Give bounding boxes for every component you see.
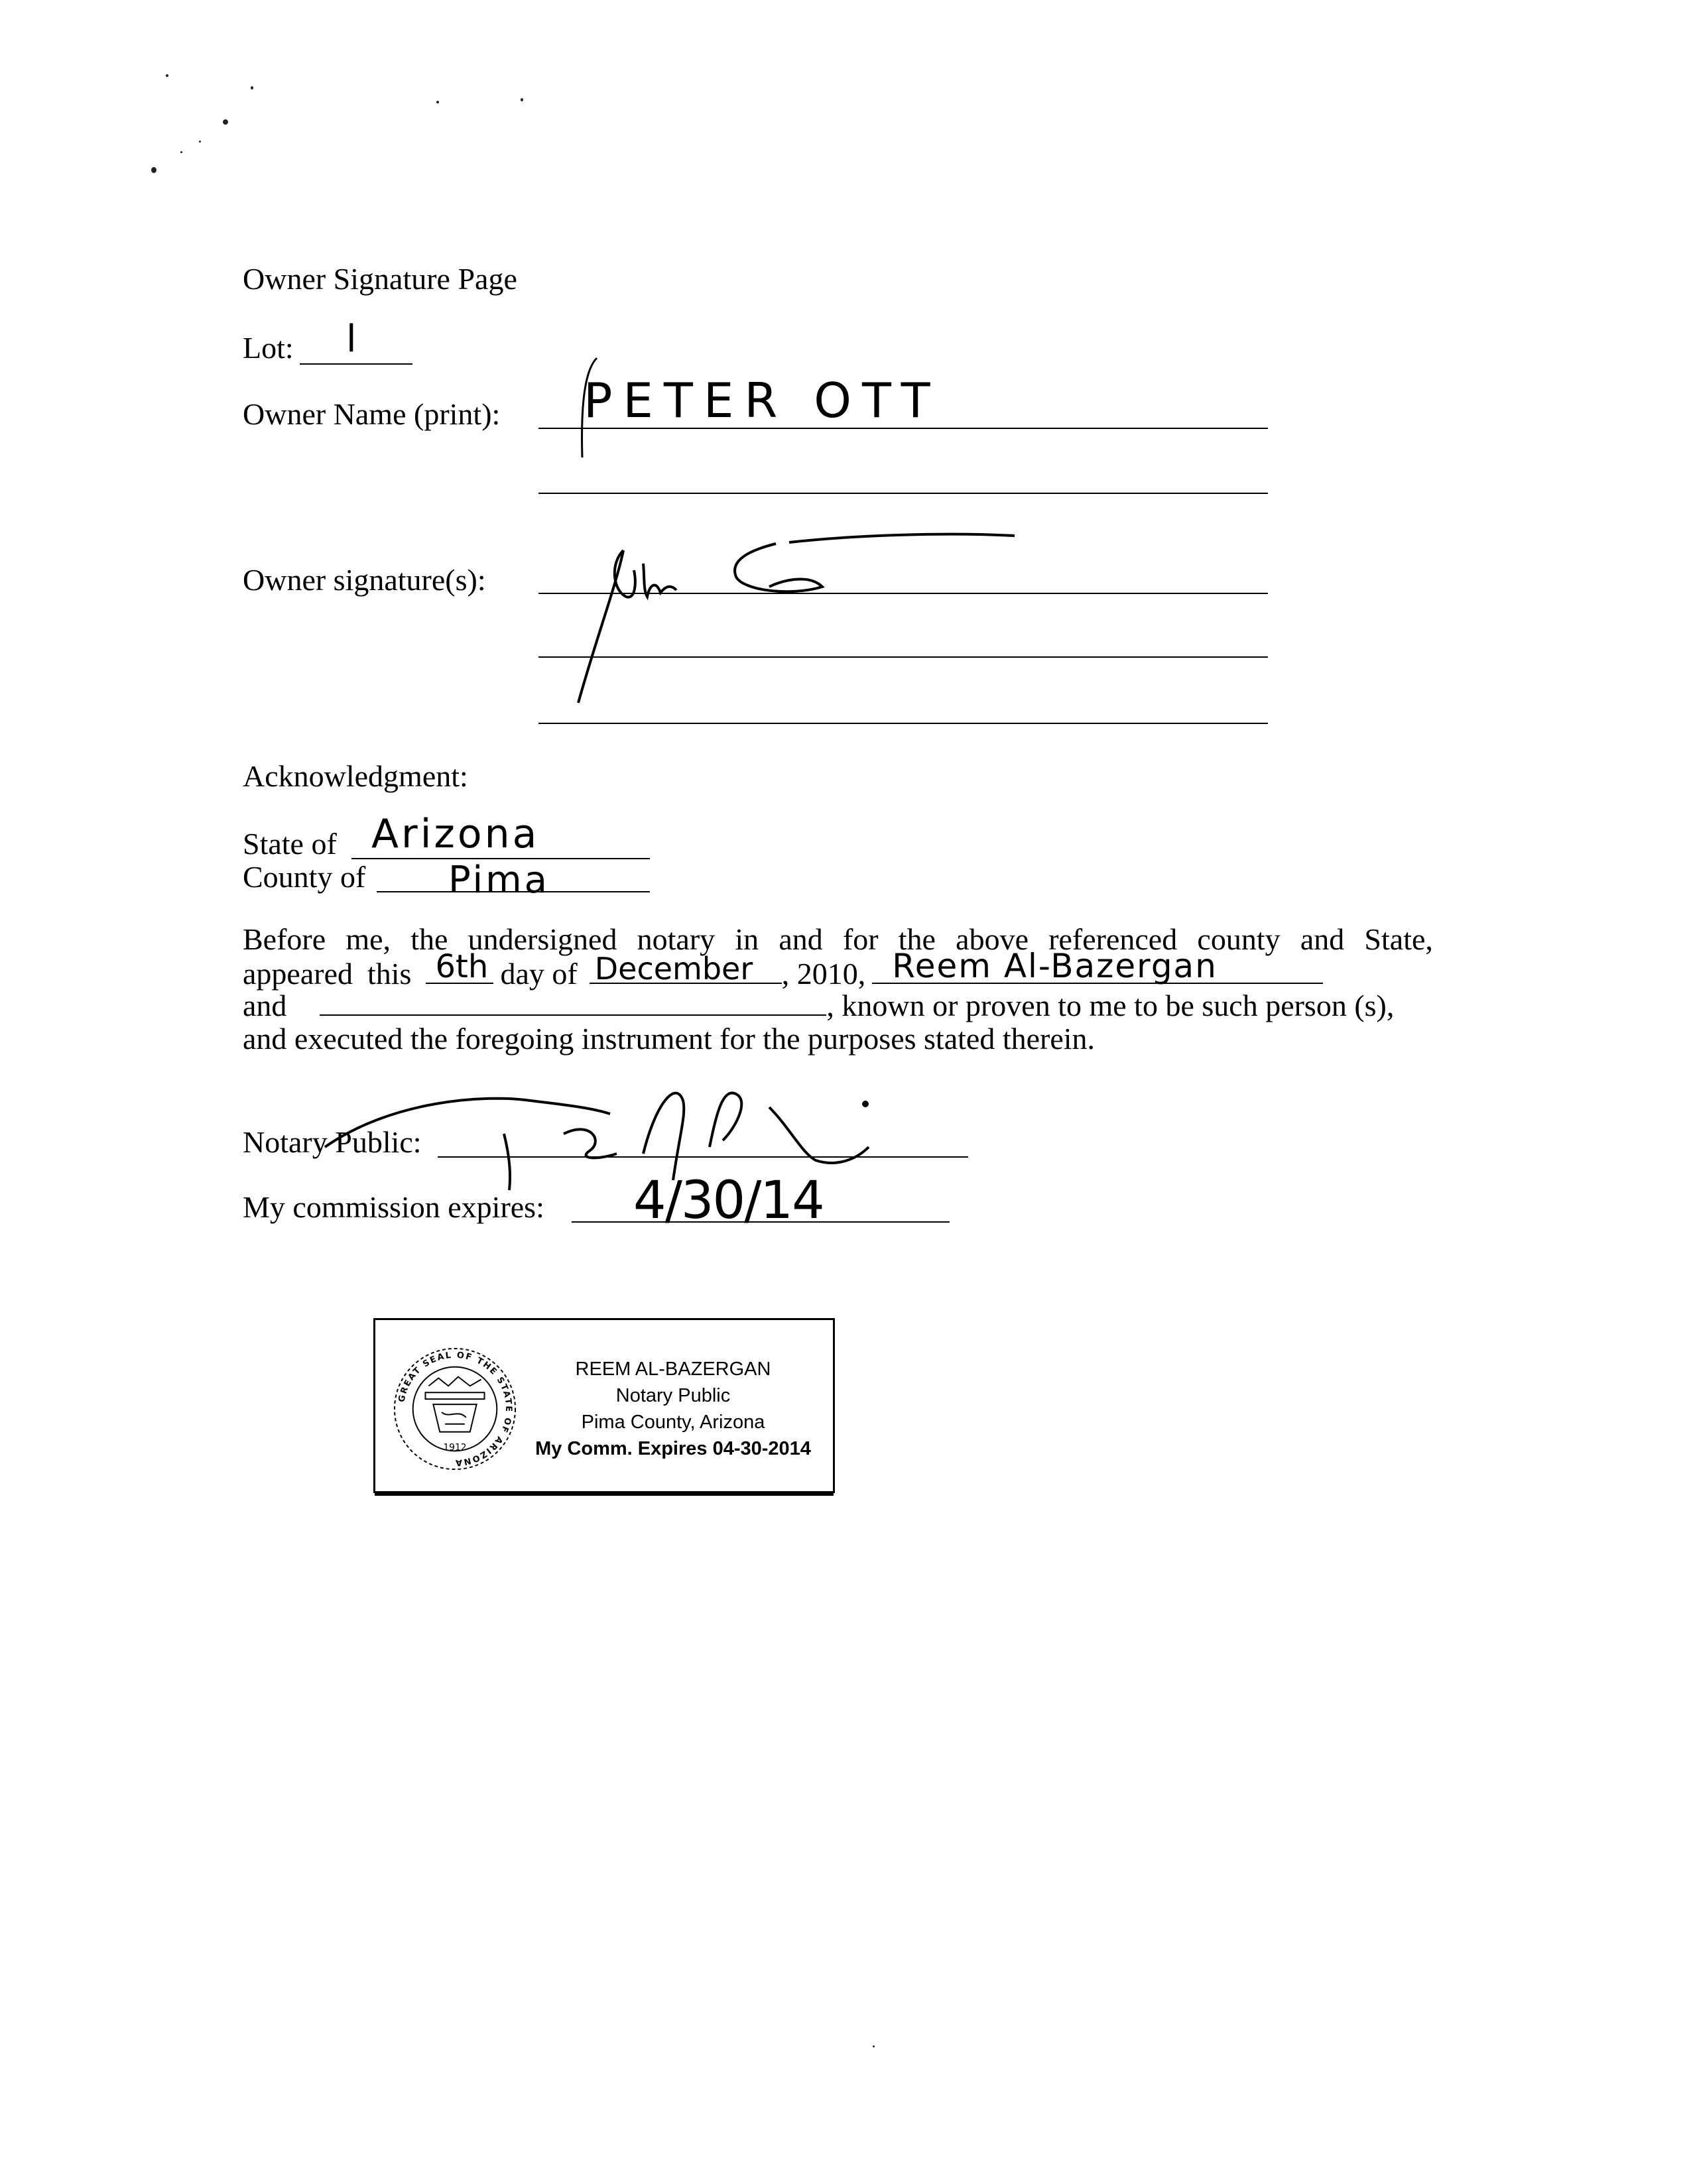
arizona-seal-icon [393, 1347, 517, 1471]
scan-speck [166, 74, 168, 77]
owner-name-label: Owner Name (print): [243, 397, 501, 431]
scan-speck [199, 141, 201, 143]
paragraph-line-2 [243, 947, 1433, 991]
paragraph-word: referenced [1048, 922, 1178, 956]
commission-label: My commission expires: [243, 1190, 544, 1224]
paragraph-word: above [956, 922, 1029, 956]
paragraph-word: and [779, 922, 823, 956]
paragraph-closing: and executed the foregoing instrument for the purposes stated therein. [243, 1022, 1095, 1056]
owner-name-flourish [577, 351, 617, 464]
scan-speck [521, 98, 523, 101]
paragraph-line-4 [243, 1022, 1433, 1056]
scan-speck [180, 151, 182, 153]
person-blank [872, 947, 1323, 985]
state-value: Arizona [371, 811, 540, 857]
paragraph-day-of: day of [500, 957, 578, 991]
seal-ring-text: GREAT SEAL OF THE STATE OF ARIZONA [397, 1350, 514, 1468]
paragraph-word: the [410, 922, 448, 956]
second-person-blank [320, 991, 826, 1016]
paragraph-line-1 [243, 923, 1433, 956]
lot-label: Lot: [243, 331, 294, 365]
paragraph-word: county [1197, 922, 1281, 956]
day-blank [426, 948, 493, 985]
owner-signature-image [570, 524, 1034, 709]
paragraph-and: and [243, 989, 287, 1022]
county-label: County of [243, 860, 366, 894]
stamp-county: Pima County, Arizona [581, 1412, 765, 1433]
paragraph-word: notary [637, 922, 716, 956]
notary-label: Notary Public: [243, 1125, 422, 1159]
paragraph-word: for [842, 922, 879, 956]
paragraph-word: me, [345, 922, 391, 956]
stamp-title: Notary Public [615, 1385, 731, 1406]
page-title: Owner Signature Page [243, 262, 517, 296]
commission-value: 4/30/14 [633, 1171, 824, 1231]
stamp-expires: My Comm. Expires 04-30-2014 [535, 1438, 811, 1459]
owner-signature-label: Owner signature(s): [243, 563, 486, 597]
seal-year: 1912 [443, 1442, 467, 1453]
owner-signature-line-3 [538, 723, 1268, 724]
paragraph-word: Before [243, 922, 326, 956]
notary-signature-image [312, 1061, 922, 1193]
notary-stamp [373, 1318, 835, 1493]
paragraph-word: in [735, 922, 759, 956]
stamp-text-block [520, 1356, 826, 1462]
scan-speck [436, 101, 439, 103]
paragraph-this: this [367, 957, 412, 991]
lot-value: l [346, 318, 357, 361]
month-blank [590, 951, 782, 987]
scan-speck [873, 2045, 875, 2047]
owner-name-value: PETER OTT [584, 373, 941, 428]
acknowledgment-paragraph [243, 923, 1433, 1056]
paragraph-year: , 2010, [781, 957, 866, 991]
person-value: Reem Al-Bazergan [892, 947, 1218, 985]
stamp-name: REEM AL-BAZERGAN [575, 1359, 771, 1380]
acknowledgment-heading: Acknowledgment: [243, 759, 468, 793]
county-value: Pima [448, 859, 550, 902]
paragraph-known: , known or proven to me to be such person (s), [826, 989, 1395, 1022]
paragraph-word: and [1300, 922, 1345, 956]
paragraph-word: the [898, 922, 936, 956]
day-value: 6th [435, 948, 489, 985]
scan-speck [251, 86, 253, 90]
owner-name-line-2 [538, 493, 1268, 494]
paragraph-word: undersigned [468, 922, 617, 956]
state-label: State of [243, 827, 337, 861]
scan-speck [223, 119, 228, 125]
lot-line [300, 363, 412, 365]
paragraph-line-3 [243, 989, 1433, 1022]
paragraph-appeared: appeared [243, 957, 353, 991]
paragraph-word: State, [1364, 922, 1433, 956]
month-value: December [594, 951, 753, 987]
scan-speck [151, 167, 156, 173]
